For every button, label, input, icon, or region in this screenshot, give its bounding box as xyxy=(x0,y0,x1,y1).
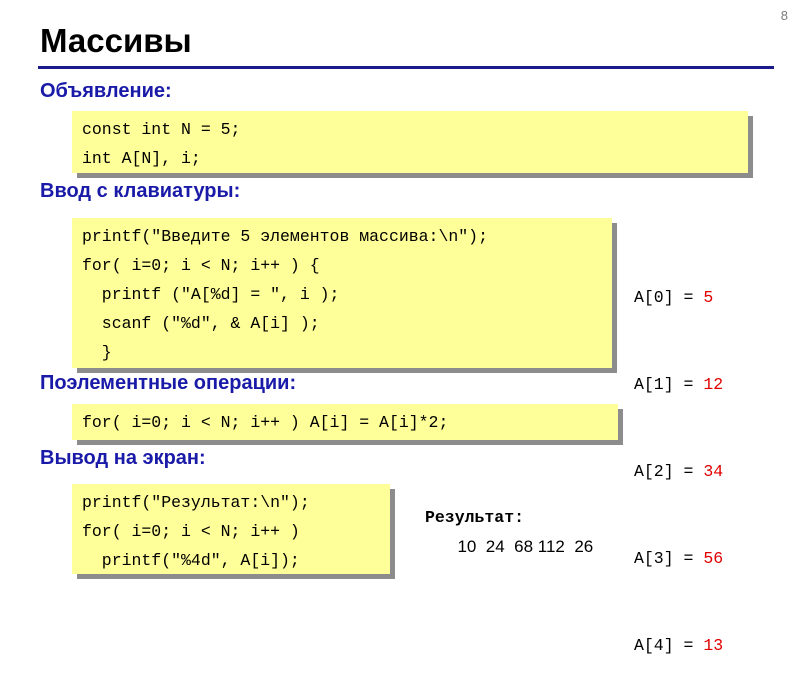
code-line: scanf ("%d", & A[i] ); xyxy=(82,314,320,333)
input-label: A[1] = xyxy=(634,375,704,394)
input-value: 13 xyxy=(703,636,724,655)
code-line: printf("Результат:\n"); xyxy=(82,493,310,512)
input-value: 12 xyxy=(703,375,724,394)
code-line: for( i=0; i < N; i++ ) { xyxy=(82,256,320,275)
input-value: 56 xyxy=(703,549,724,568)
code-line: const int N = 5; xyxy=(82,120,241,139)
code-line: printf("%4d", A[i]); xyxy=(82,551,300,570)
code-line: printf("Введите 5 элементов массива:\n"); xyxy=(82,227,488,246)
output-values: 10 24 68 112 26 xyxy=(448,537,594,556)
input-row xyxy=(634,283,723,312)
input-label: A[0] = xyxy=(634,288,704,307)
input-label: A[2] = xyxy=(634,462,704,481)
code-line: int A[N], i; xyxy=(82,149,201,168)
output-label: Результат: xyxy=(425,508,525,527)
code-box-input xyxy=(72,218,612,368)
code-line: for( i=0; i < N; i++ ) A[i] = A[i]*2; xyxy=(82,413,449,432)
input-value: 5 xyxy=(703,288,714,307)
heading-screen-output: Вывод на экран: xyxy=(40,447,206,469)
code-line: for( i=0; i < N; i++ ) xyxy=(82,522,300,541)
code-box-declaration xyxy=(72,111,748,173)
code-line: printf ("A[%d] = ", i ); xyxy=(82,285,340,304)
code-box-ops xyxy=(72,404,618,440)
slide-title: Массивы xyxy=(40,22,192,59)
title-rule xyxy=(38,66,774,69)
input-row xyxy=(634,457,723,486)
code-line: } xyxy=(82,343,112,362)
code-box-output xyxy=(72,484,390,574)
input-row xyxy=(634,631,723,660)
input-example xyxy=(634,225,723,689)
input-value: 34 xyxy=(703,462,724,481)
heading-declaration: Объявление: xyxy=(40,80,172,102)
input-label: A[3] = xyxy=(634,549,704,568)
heading-elementwise-ops: Поэлементные операции: xyxy=(40,372,297,394)
input-label: A[4] = xyxy=(634,636,704,655)
input-row xyxy=(634,544,723,573)
slide-number: 8 xyxy=(780,8,788,23)
heading-keyboard-input: Ввод с клавиатуры: xyxy=(40,180,241,202)
input-row xyxy=(634,370,723,399)
